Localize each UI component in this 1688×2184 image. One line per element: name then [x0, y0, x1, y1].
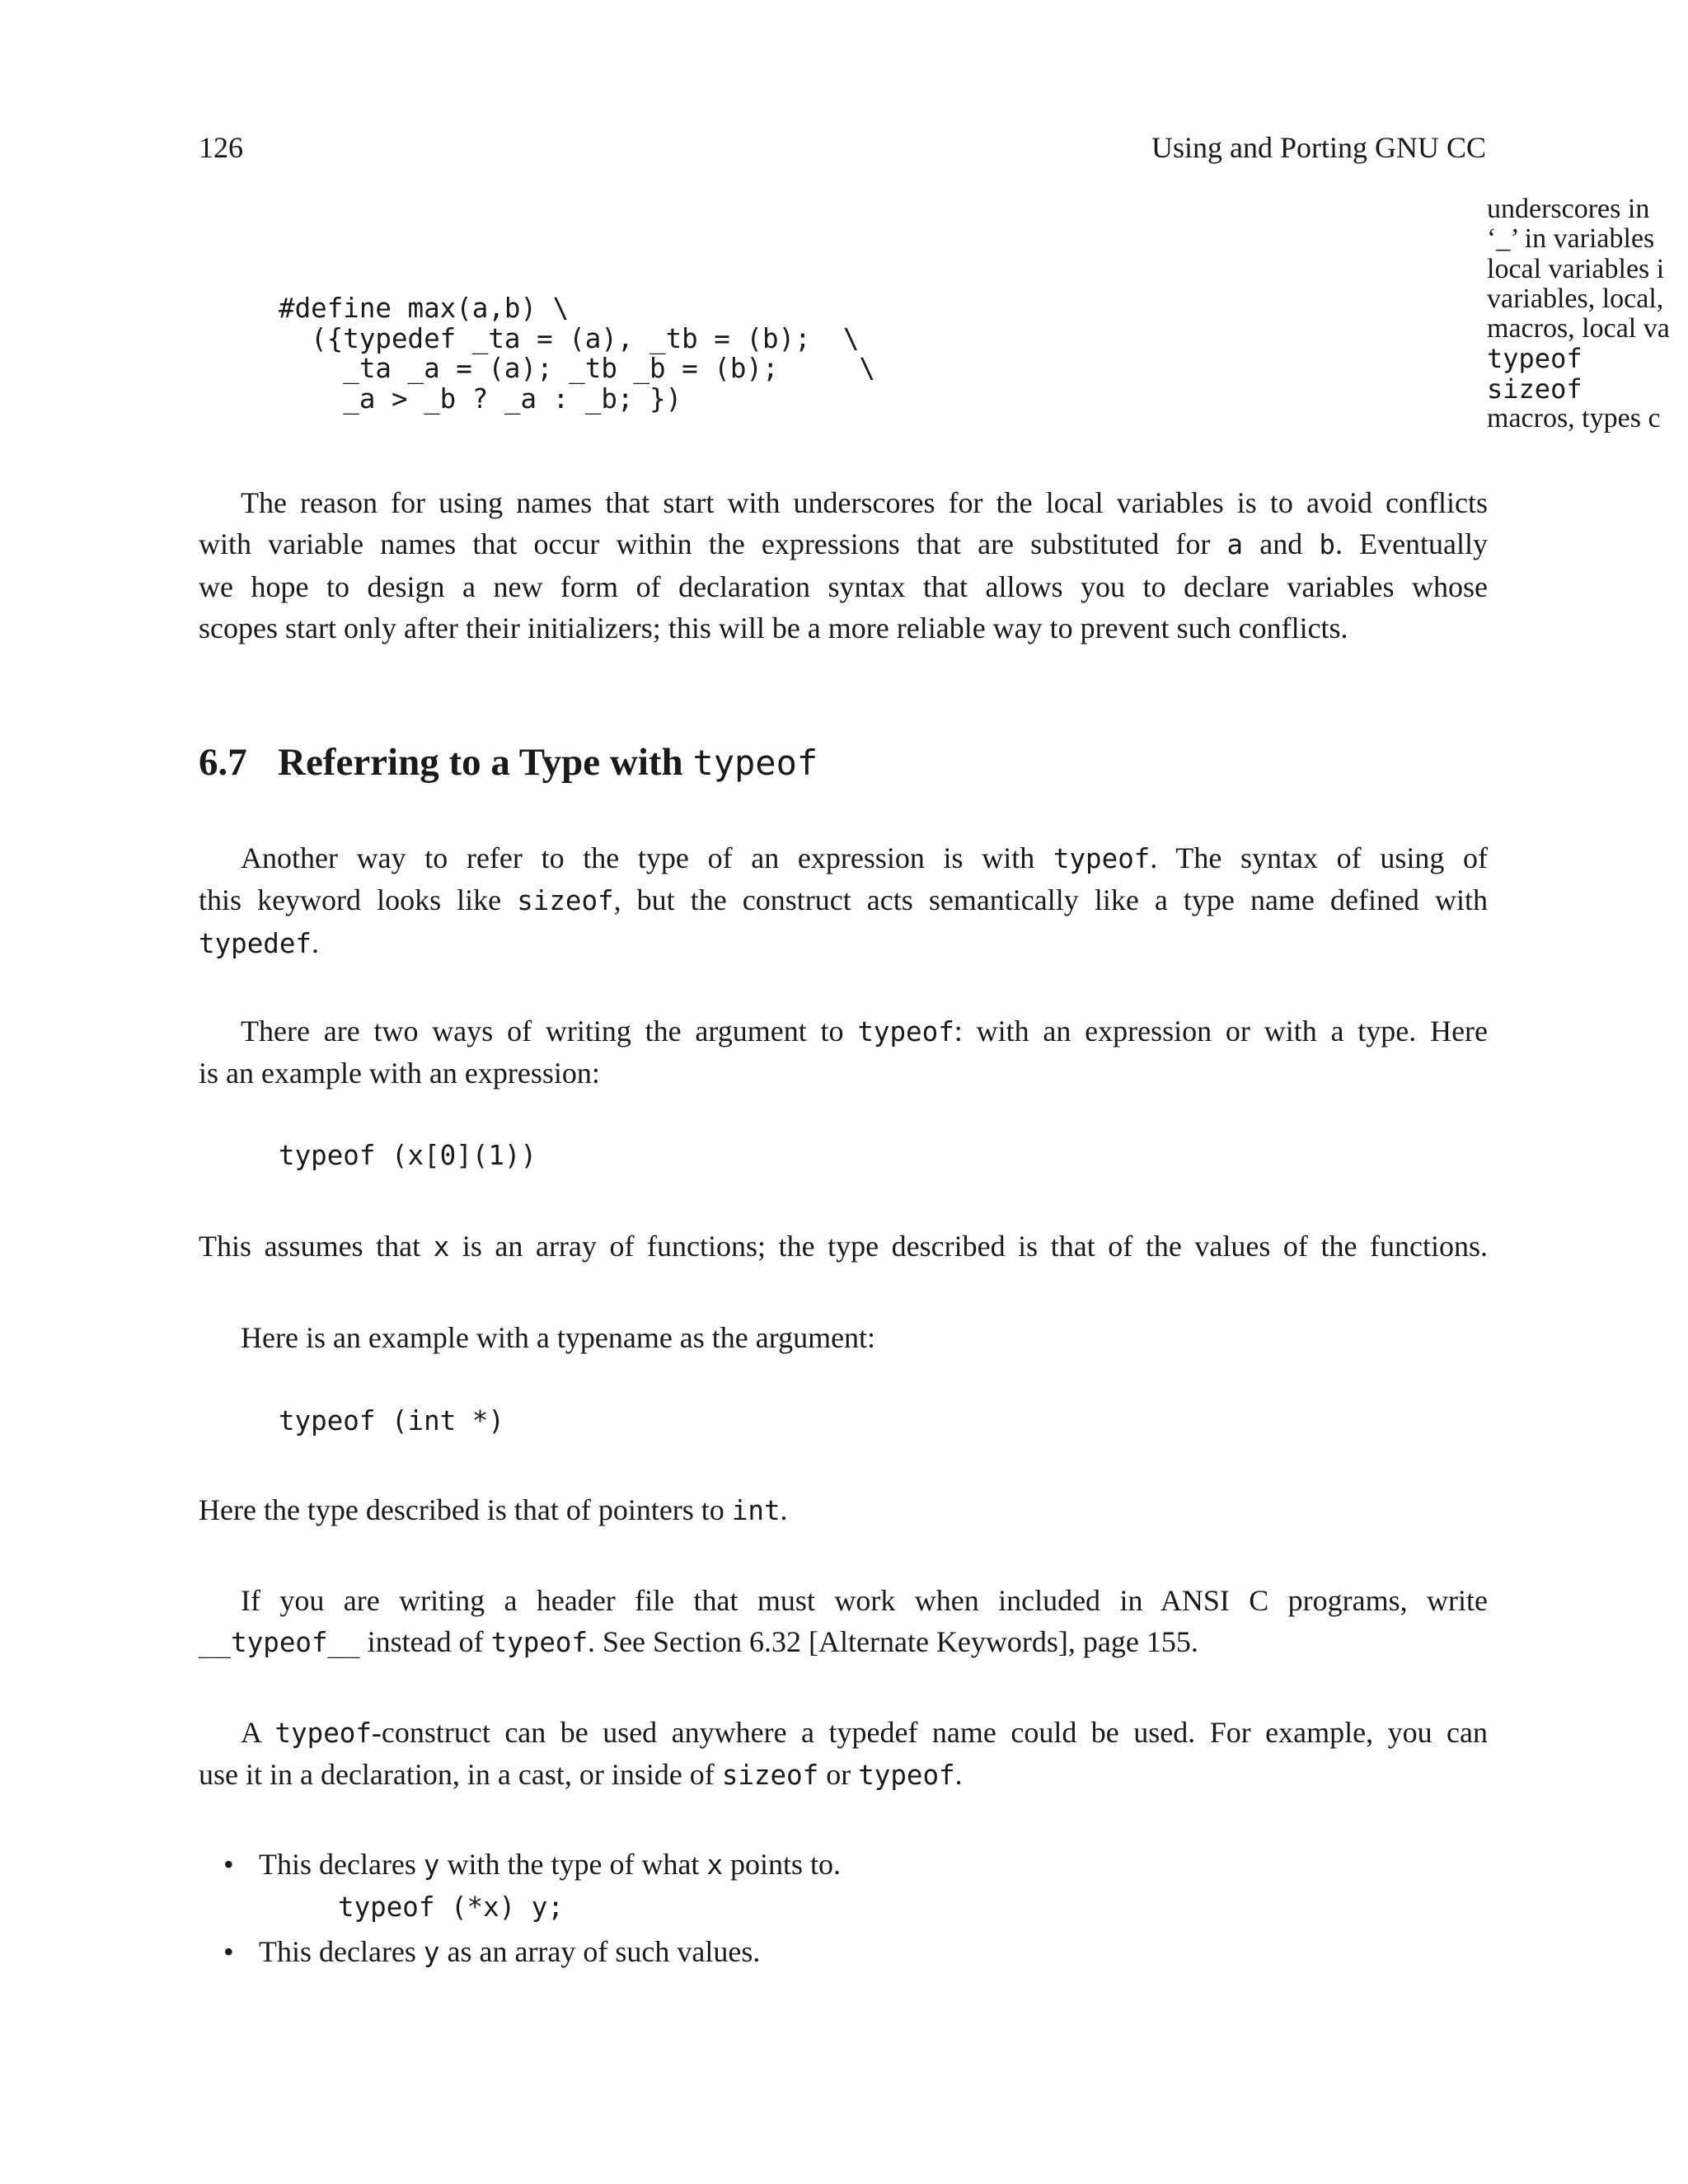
text-line: If you are writing a header file that must work when included in ANSI C programs, write — [241, 1584, 1488, 1617]
inline-code: x — [706, 1849, 724, 1881]
bullet-marker: • — [223, 1848, 234, 1881]
index-entry: macros, local va — [1487, 313, 1670, 344]
inline-code: typeof — [858, 1760, 955, 1792]
paragraph-ansi-header — [199, 1580, 1488, 1664]
inline-code: __typeof__ — [199, 1627, 360, 1659]
text-line — [199, 1712, 1488, 1754]
text-run: or — [826, 1758, 851, 1792]
text-line: scopes start only after their initializers; this will be a more reliable way to prevent such conflicts. — [199, 611, 1348, 644]
text-run: This declares — [259, 1848, 416, 1881]
text-run: There are two ways of writing the argument to — [241, 1015, 844, 1047]
running-title: Using and Porting GNU CC — [1151, 131, 1486, 164]
section-title-code: typeof — [692, 743, 818, 783]
text-run: . — [954, 1758, 963, 1792]
text-run: This assumes that — [199, 1230, 421, 1263]
bullet-marker: • — [223, 1935, 234, 1968]
text-run: Another way to refer to the type of an expression is with — [241, 841, 1035, 874]
text-line — [199, 1754, 1488, 1796]
paragraph-typeof-intro — [199, 837, 1488, 964]
code-line: #define max(a,b) \ — [279, 293, 570, 324]
text-line — [199, 1621, 1488, 1663]
inline-code: y — [423, 1937, 440, 1968]
inline-code: b — [1319, 529, 1335, 561]
index-entry: variables, local, — [1487, 283, 1664, 314]
index-entry: underscores in — [1487, 194, 1650, 224]
paragraph-underscores — [199, 482, 1488, 649]
inline-code: a — [1226, 529, 1244, 561]
paragraph-array-of-functions — [199, 1226, 1488, 1268]
text-run: This declares — [259, 1935, 416, 1968]
code-block-define-max — [279, 293, 875, 414]
paragraph-pointers-to-int — [199, 1489, 1488, 1531]
inline-code: int — [731, 1495, 781, 1526]
inline-code: typeof — [857, 1016, 954, 1047]
section-title-text: Referring to a Type with — [278, 741, 683, 784]
text-run: : with an expression or with a type. Here — [954, 1015, 1489, 1047]
inline-code: typeof — [1053, 843, 1151, 874]
index-entry: typeof — [1487, 343, 1582, 375]
text-line — [199, 1010, 1488, 1052]
code-typeof-type: typeof (int *) — [279, 1405, 504, 1436]
inline-code: sizeof — [517, 885, 614, 917]
inline-code: sizeof — [721, 1760, 819, 1792]
text-run: use it in a declaration, in a cast, or inside of — [199, 1758, 715, 1792]
code-declare-y: typeof (*x) y; — [338, 1891, 564, 1923]
text-line — [199, 922, 1488, 964]
code-typeof-expression: typeof (x[0](1)) — [279, 1140, 537, 1171]
text-run: is an array of functions; the type described is that of the values of the functions. — [462, 1230, 1489, 1263]
bullet-text — [259, 1844, 841, 1886]
index-entry: macros, types c — [1487, 403, 1661, 434]
section-number: 6.7 — [199, 741, 247, 784]
text-line: is an example with an expression: — [199, 1057, 600, 1090]
inline-code: x — [433, 1231, 450, 1263]
margin-index-entries — [1487, 194, 1688, 434]
code-line: _ta _a = (a); _tb _b = (b); \ — [279, 353, 875, 384]
text-line — [199, 1489, 1488, 1531]
text-run: A — [241, 1716, 261, 1749]
text-run: as an array of such values. — [447, 1935, 761, 1968]
paragraph-two-ways — [199, 1010, 1488, 1094]
text-run: -construct can be used anywhere a typedef name could be used. For example, you can — [371, 1716, 1489, 1749]
bullet-text — [259, 1931, 760, 1973]
text-line — [199, 523, 1488, 565]
text-run: points to. — [730, 1848, 842, 1881]
text-run: . The syntax of using of — [1150, 841, 1489, 874]
text-run: . — [780, 1493, 788, 1526]
text-run: . Eventually — [1334, 527, 1489, 561]
text-line — [199, 837, 1488, 879]
text-run: . — [311, 926, 319, 959]
text-run: with the type of what — [447, 1848, 700, 1881]
page-number: 126 — [199, 131, 243, 164]
text-run: , but the construct acts semantically like a type name defined with — [613, 883, 1488, 917]
text-run: this keyword looks like — [199, 883, 502, 917]
inline-code: typeof — [274, 1718, 372, 1749]
index-entry: local variables i — [1487, 253, 1665, 284]
inline-code: typeof — [490, 1627, 588, 1659]
text-run: and — [1259, 527, 1303, 561]
text-line: The reason for using names that start with underscores for the local variables is to avoid conflicts — [241, 486, 1488, 519]
section-heading — [199, 740, 818, 785]
index-entry: ‘_’ in variables — [1487, 223, 1655, 255]
code-line: ({typedef _ta = (a), _tb = (b); \ — [279, 322, 860, 354]
code-line: _a > _b ? _a : _b; }) — [279, 382, 682, 415]
text-run: with variable names that occur within the expressions that are substituted for — [199, 527, 1211, 561]
text-line: Here is an example with a typename as the argument: — [241, 1321, 876, 1354]
index-entry: sizeof — [1487, 373, 1582, 405]
text-line — [199, 1226, 1488, 1268]
paragraph-typeof-construct — [199, 1712, 1488, 1797]
cross-reference: . See Section 6.32 [Alternate Keywords], page 155. — [588, 1625, 1198, 1659]
inline-code: typedef — [199, 927, 312, 959]
text-run: instead of — [367, 1625, 484, 1659]
text-line — [199, 879, 1488, 921]
inline-code: y — [423, 1849, 440, 1881]
paragraph-typename-example — [199, 1317, 1488, 1358]
text-line: we hope to design a new form of declaration syntax that allows you to declare variables whose — [199, 569, 1488, 603]
text-run: Here the type described is that of pointers to — [199, 1493, 724, 1526]
